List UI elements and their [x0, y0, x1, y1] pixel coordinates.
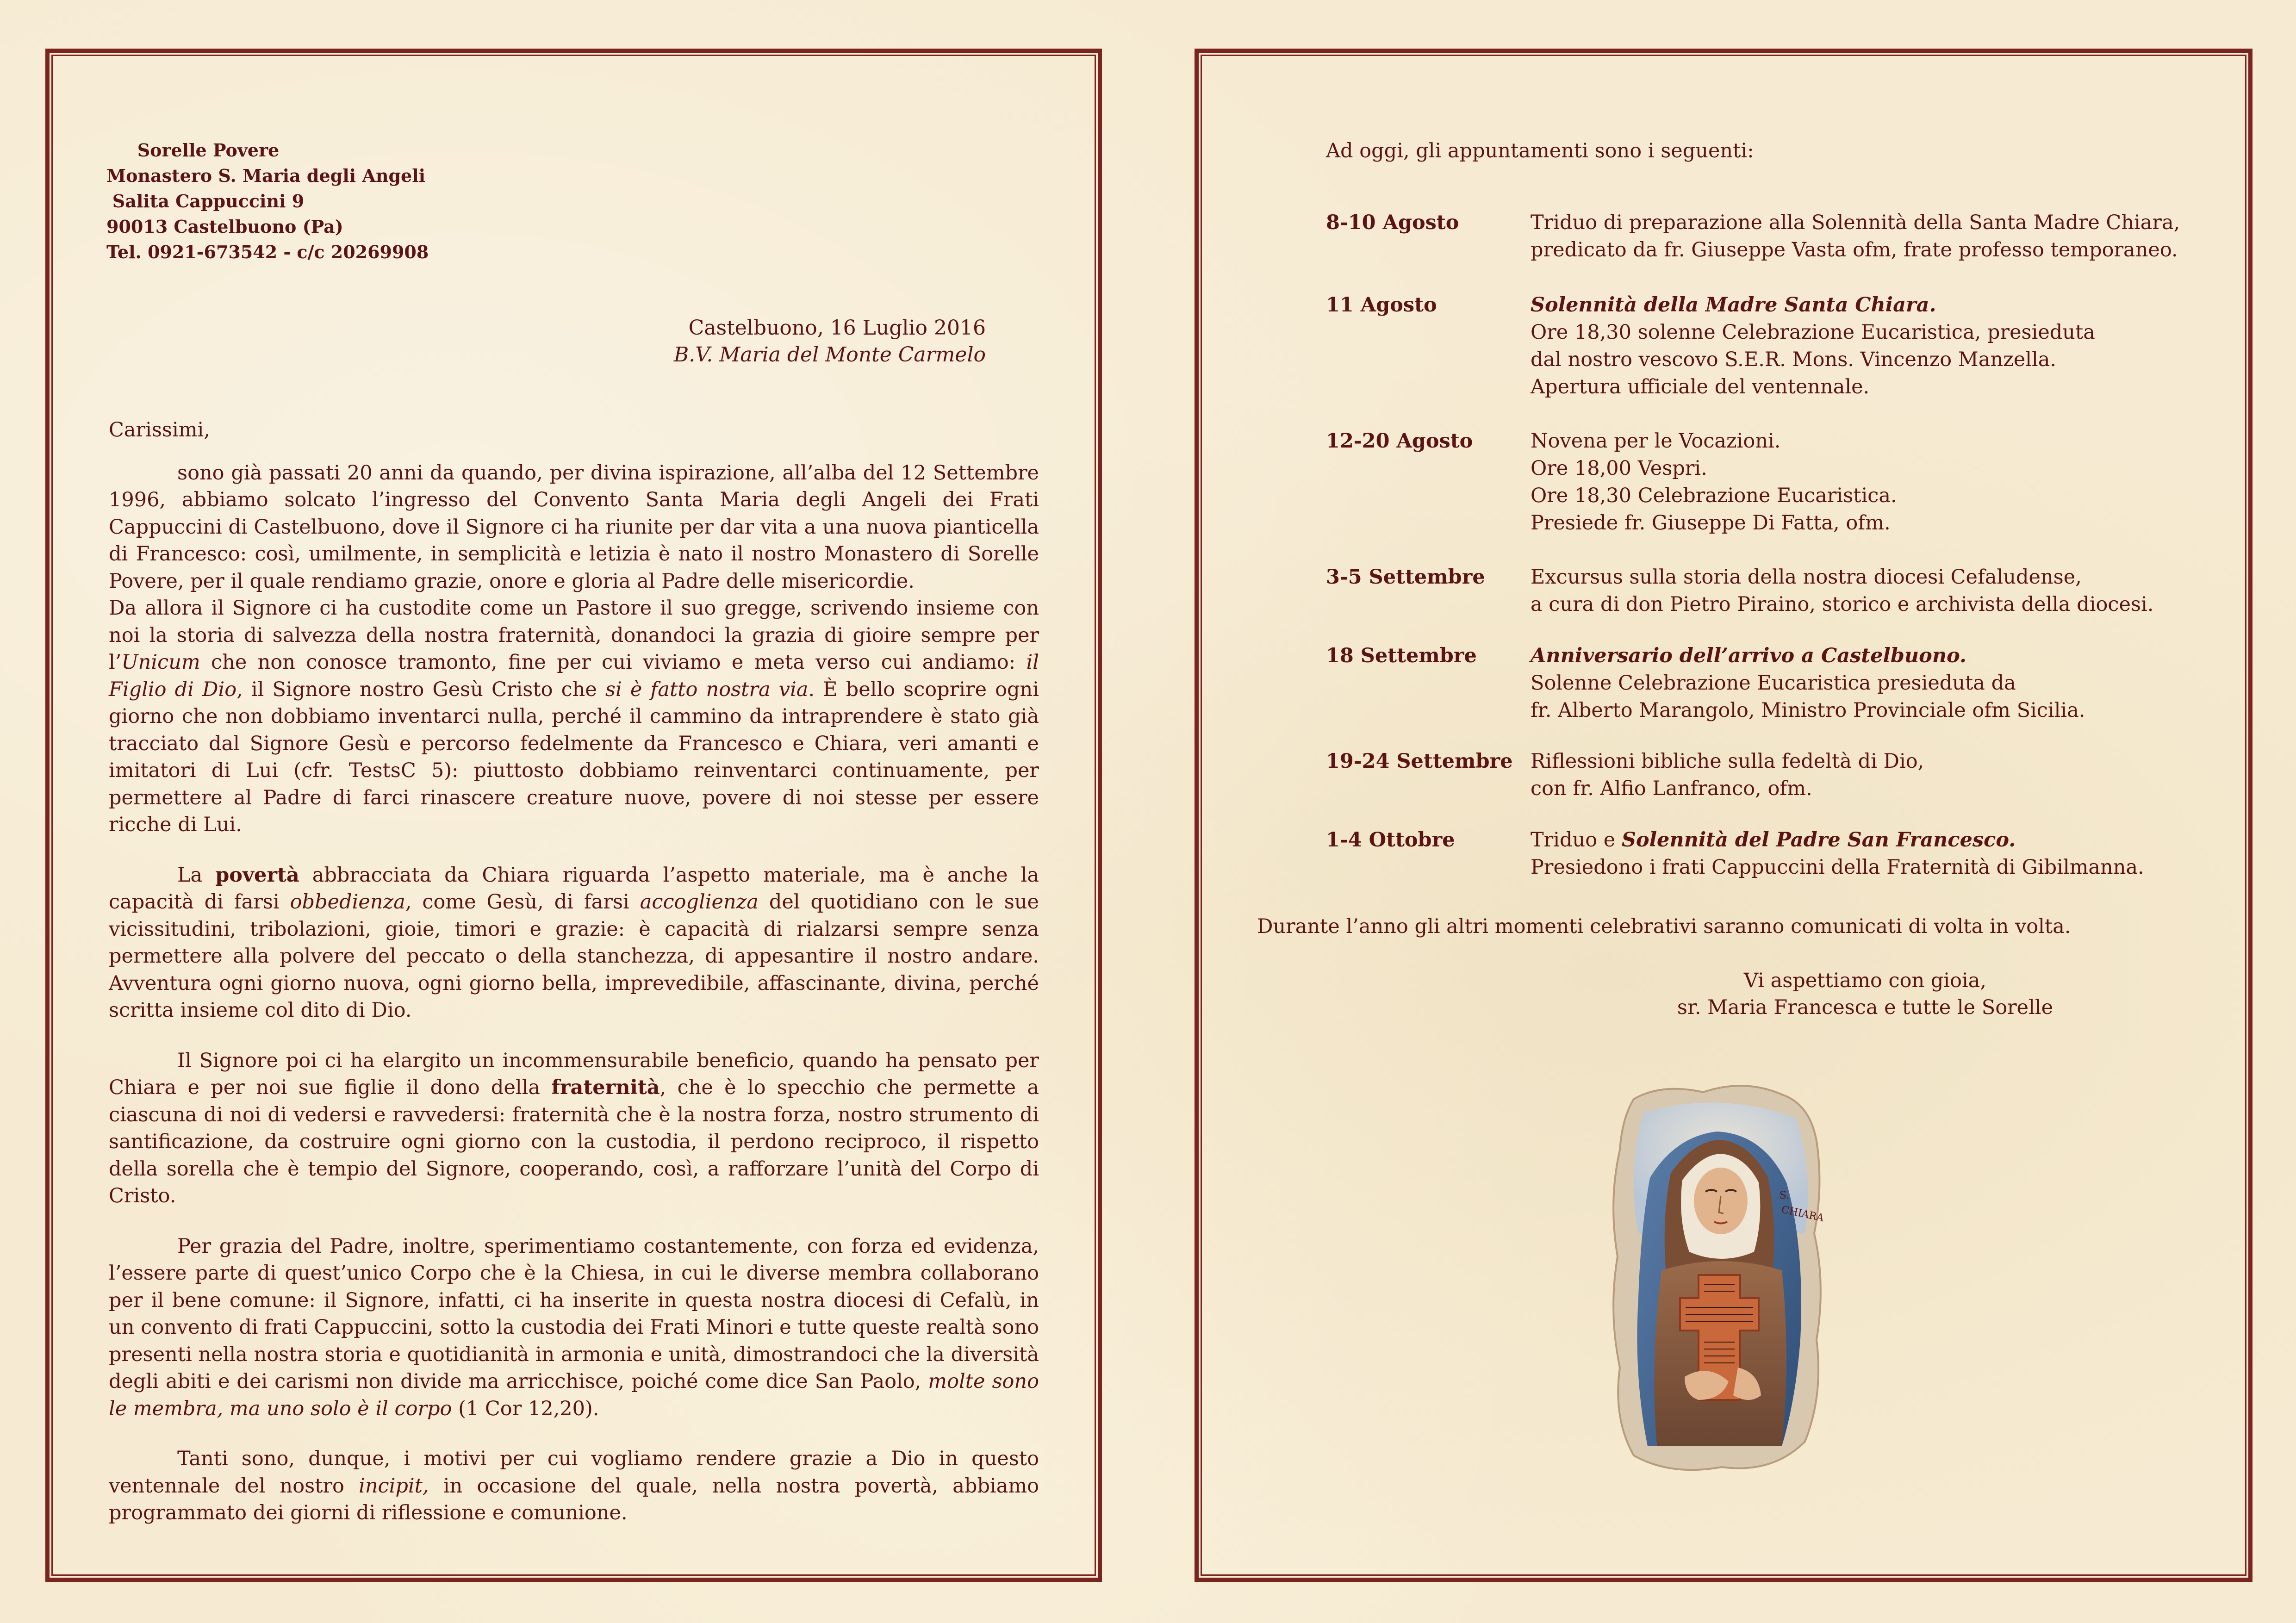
signature-name: sr. Maria Francesca e tutte le Sorelle — [1677, 996, 2053, 1019]
salutation: Carissimi, — [109, 418, 210, 442]
event-details: Anniversario dell’arrivo a Castelbuono. Solenne Celebrazione Eucaristica presieduta da fr. Alberto Marangolo, Ministro Provinciale ofm Sicilia. — [1531, 642, 2196, 724]
letter-date — [602, 315, 986, 368]
schedule-event — [1326, 428, 2196, 537]
event-date: 18 Settembre — [1326, 644, 1477, 667]
signature-greeting: Vi aspettiamo con gioia, — [1743, 969, 1987, 992]
schedule-event — [1326, 292, 2196, 401]
paragraph-5: Per grazia del Padre, inoltre, sperimentiamo costantemente, con forza ed evidenza, l’essere parte di quest’unico Corpo che è la Chiesa, in cui le diverse membra collaborano per il bene comune: il Signore, infatti, ci ha inserite in questa nostra diocesi di Cefalù, in un convento di frati Cappuccini, sotto la custodia dei Frati Minori e tutte queste realtà sono presenti nella nostra storia e quotidianità in armonia e unità, dimostrandoci che la diversità degli abiti e dei carismi non divide ma arricchisce, poiché come dice San Paolo, molte sono le membra, ma uno solo è il corpo (1 Cor 12,20). — [109, 1234, 1039, 1420]
event-details: Novena per le Vocazioni. Ore 18,00 Vespri. Ore 18,30 Celebrazione Eucaristica. Presiede fr. Giuseppe Di Fatta, ofm. — [1531, 429, 1897, 535]
closing-note: Durante l’anno gli altri momenti celebrativi saranno comunicati di volta in volta. — [1257, 915, 2071, 938]
event-details: Triduo e Solennità del Padre San Francesco. Presiedono i frati Cappuccini della Fraternità di Gibilmanna. — [1531, 828, 2144, 879]
svg-text:CHIARA: CHIARA — [1780, 1204, 1825, 1225]
schedule-intro: Ad oggi, gli appuntamenti sono i seguenti: — [1326, 139, 1754, 162]
schedule-event — [1326, 209, 2196, 264]
event-date: 8-10 Agosto — [1326, 211, 1459, 234]
sender-line: Tel. 0921-673542 - c/c 20269908 — [106, 242, 429, 262]
sender-line: Monastero S. Maria degli Angeli — [106, 165, 426, 186]
event-date: 12-20 Agosto — [1326, 429, 1473, 453]
signature — [1638, 967, 2092, 1021]
saint-clare-icon — [1606, 1081, 1828, 1479]
schedule-event — [1326, 827, 2196, 881]
paragraph-6: Tanti sono, dunque, i motivi per cui vogliamo rendere grazie a Dio in questo ventennale del nostro incipit, in occasione del quale, nella nostra povertà, abbiamo programmato dei giorni di riflessione e comunione. — [109, 1447, 1039, 1524]
event-date: 3-5 Settembre — [1326, 566, 1485, 589]
place-date: Castelbuono, 16 Luglio 2016 — [688, 316, 986, 340]
event-details: Triduo di preparazione alla Solennità della Santa Madre Chiara, predicato da fr. Giuseppe Vasta ofm, frate professo temporaneo. — [1531, 211, 2180, 261]
sender-line: Salita Cappuccini 9 — [112, 191, 305, 211]
schedule-list — [1326, 209, 2196, 881]
letter-body — [109, 417, 1039, 1527]
event-details: Riflessioni bibliche sulla fedeltà di Dio, con fr. Alfio Lanfranco, ofm. — [1531, 750, 1924, 800]
sender-line: Sorelle Povere — [137, 140, 280, 161]
sender-address — [106, 137, 429, 265]
paragraph-4: Il Signore poi ci ha elargito un incommensurabile beneficio, quando ha pensato per Chiara e per noi sue figlie il dono della fraternità, che è lo specchio che permette a ciascuna di noi di vedersi e ravvedersi: fraternità che è la nostra forza, nostro strumento di santificazione, da costruire ogni giorno con la custodia, il perdono reciproco, il rispetto della sorella che è tempio del Signore, cooperando, così, a rafforzare l’unità del Corpo di Cristo. — [109, 1049, 1039, 1207]
event-date: 11 Agosto — [1326, 293, 1437, 317]
schedule-event — [1326, 642, 2196, 724]
schedule-event — [1326, 564, 2196, 618]
event-title: Solennità della Madre Santa Chiara. — [1531, 293, 1936, 317]
paragraph-3: La povertà abbracciata da Chiara riguarda l’aspetto materiale, ma è anche la capacità di farsi obbedienza, come Gesù, di farsi accoglienza del quotidiano con le sue vicissitudini, tribolazioni, gioie, timori e grazie: è capacità di rialzarsi sempre senza permettere alla polvere del peccato o della stanchezza, di appesantire il nostro andare. Avventura ogni giorno nuova, ogni giorno bella, imprevedibile, affascinante, divina, perché scritta insieme col dito di Dio. — [109, 863, 1039, 1022]
event-title: Solennità del Padre San Francesco. — [1621, 828, 2016, 852]
event-date: 19-24 Settembre — [1326, 750, 1513, 773]
event-details: Solennità della Madre Santa Chiara. Ore 18,30 solenne Celebrazione Eucaristica, presieduta dal nostro vescovo S.E.R. Mons. Vincenzo Manzella. Apertura ufficiale del ventennale. — [1531, 292, 2196, 401]
paragraph-1: sono già passati 20 anni da quando, per divina ispirazione, all’alba del 12 Settembre 1996, abbiamo solcato l’ingresso del Convento Santa Maria degli Angeli dei Frati Cappuccini di Castelbuono, dove il Signore ci ha riunite per dar vita a una nuova pianticella di Francesco: così, umilmente, in semplicità e letizia è nato il nostro Monastero di Sorelle Povere, per il quale rendiamo grazie, onore e gloria al Padre delle misericordie. — [109, 461, 1039, 593]
event-details: Excursus sulla storia della nostra diocesi Cefaludense, a cura di don Pietro Piraino, storico e archivista della diocesi. — [1531, 566, 2154, 616]
event-title: Anniversario dell’arrivo a Castelbuono. — [1531, 644, 1966, 667]
event-date: 1-4 Ottobre — [1326, 828, 1455, 852]
sender-line: 90013 Castelbuono (Pa) — [106, 216, 343, 237]
svg-text:S.: S. — [1780, 1190, 1790, 1201]
schedule-event — [1326, 748, 2196, 802]
feast-day: B.V. Maria del Monte Carmelo — [673, 343, 986, 367]
paragraph-2: Da allora il Signore ci ha custodite come un Pastore il suo gregge, scrivendo insieme con noi la storia di salvezza della nostra fraternità, donandoci la grazia di gioire sempre per l’Unicum che non conosce tramonto, fine per cui viviamo e meta verso cui andiamo: il Figlio di Dio, il Signore nostro Gesù Cristo che si è fatto nostra via. È bello scoprire ogni giorno che non dobbiamo inventarci nulla, perché il cammino da intraprendere è stato già tracciato dal Signore Gesù e percorso fedelmente da Francesco e Chiara, veri amanti e imitatori di Lui (cfr. TestsC 5): piuttosto dobbiamo reinventarci continuamente, per permettere al Padre di farci rinascere creature nuove, povere di noi stesse per essere ricche di Lui. — [109, 597, 1039, 836]
